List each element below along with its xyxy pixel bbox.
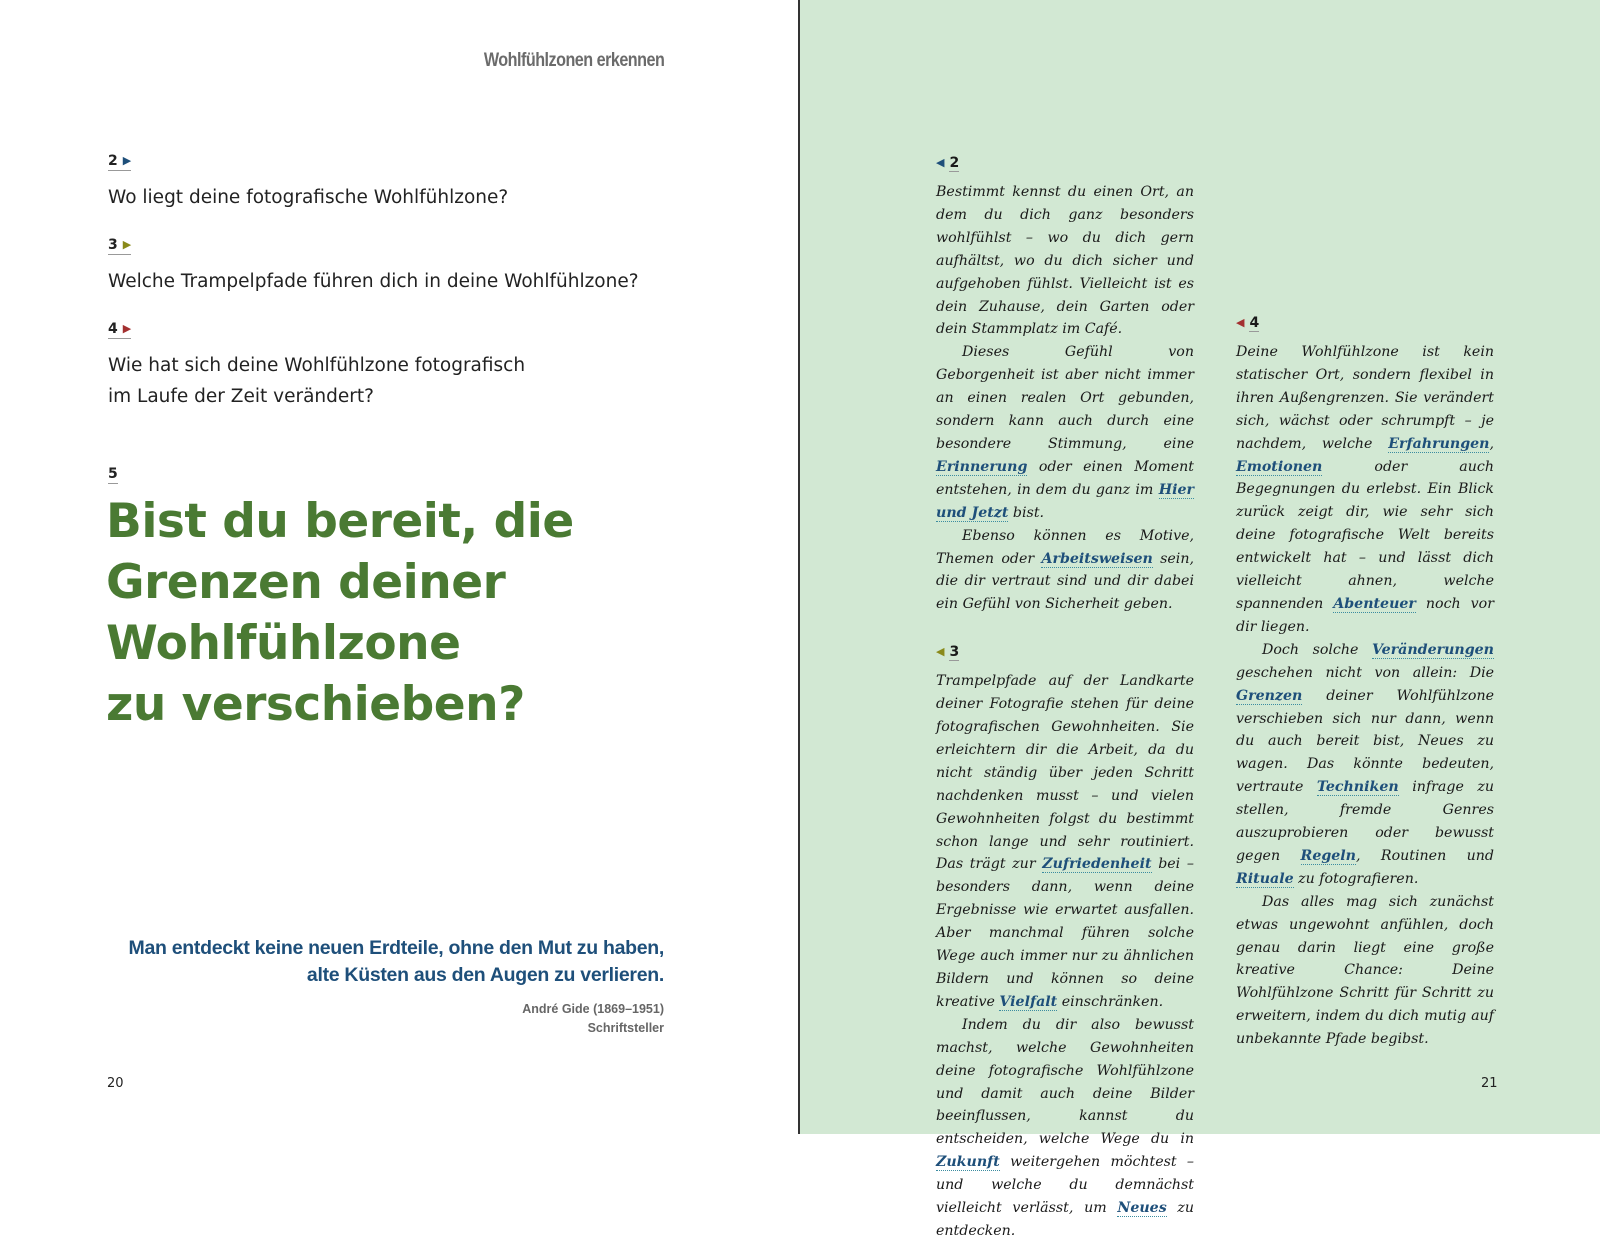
left-page: [0, 0, 798, 1134]
question-number-4: 4 ▶: [108, 321, 132, 337]
keyword-link[interactable]: Emotionen: [1236, 458, 1323, 475]
arrow-right-icon: ▶: [122, 322, 132, 335]
arrow-left-icon: ◀: [936, 645, 945, 659]
arrow-left-icon: ◀: [936, 156, 945, 169]
section-3-heading: ◀ 3: [936, 644, 960, 661]
quote-role: Schriftsteller: [587, 1021, 664, 1035]
keyword-link[interactable]: Grenzen: [1236, 687, 1303, 704]
section-2-heading: ◀ 2: [936, 155, 960, 171]
page-number-right: 21: [1481, 1076, 1498, 1091]
keyword-link[interactable]: Neues: [1117, 1200, 1167, 1217]
keyword-link[interactable]: Zukunft: [936, 1154, 1000, 1171]
quote: Man entdeckt keine neuen Erdteile, ohne den Mut zu haben, alte Küsten aus den Augen zu verlieren. André Gide (1869–1951) Schriftsteller: [104, 935, 664, 1038]
keyword-link[interactable]: Erinnerung: [936, 458, 1028, 475]
keyword-link[interactable]: Rituale: [1236, 870, 1294, 887]
question-number-2: 2 ▶: [108, 153, 132, 169]
arrow-left-icon: ◀: [1236, 316, 1245, 329]
question-2-text: Wo liegt deine fotografische Wohlfühlzone?: [108, 187, 509, 208]
running-head: Wohlfühlzonen erkennen: [483, 50, 664, 71]
right-page: [800, 0, 1600, 1239]
column-2: ◀ 4 Deine Wohlfühlzone ist kein statischer Ort, sondern flexibel in ihren Außengrenzen. Sie verändert sich, wächst oder schrumpft – je nachdem, welche Erfahrungen, Emotionen oder auch Begegnungen du erlebst. Ein Blick zurück zeigt dir, wie sehr sich deine fotografische Welt bereits entwickelt hat – und lässt dich vielleicht ahnen, welche spannenden Abenteuer noch vor dir liegen. Doch solche Veränderungen geschehen nicht von allein: Die Grenzen deiner Wohlfühlzone verschieben sich nur dann, wenn du auch bereit bist, Neues zu wagen. Das könnte bedeuten, vertraute Techniken infrage zu stellen, fremde Genres auszuprobieren oder bewusst gegen Regeln, Routinen und Rituale zu fotografieren. Das alles mag sich zunächst etwas ungewohnt anfühlen, doch genau darin liegt eine große kreative Chance: Deine Wohlfühlzone Schritt für Schritt zu erweitern, indem du dich mutig auf unbekannte Pfade begibst.: [1236, 312, 1494, 1051]
keyword-link[interactable]: Regeln: [1300, 847, 1356, 864]
keyword-link[interactable]: Arbeitsweisen: [1041, 550, 1153, 567]
arrow-right-icon: ▶: [122, 154, 132, 167]
question-4-text: Wie hat sich deine Wohlfühlzone fotografisch im Laufe der Zeit verändert?: [108, 355, 526, 407]
arrow-right-icon: ▶: [122, 238, 132, 251]
page-number-left: 20: [107, 1076, 124, 1091]
keyword-link[interactable]: Hier und Jetzt: [936, 481, 1194, 521]
quote-author: André Gide (1869–1951): [522, 1002, 664, 1016]
keyword-link[interactable]: Erfahrungen: [1388, 435, 1490, 452]
headline: Bist du bereit, die Grenzen deiner Wohlfühlzone zu verschieben?: [106, 494, 574, 732]
keyword-link[interactable]: Veränderungen: [1371, 641, 1494, 658]
keyword-link[interactable]: Abenteuer: [1333, 595, 1416, 612]
keyword-link[interactable]: Techniken: [1316, 779, 1399, 796]
column-1: ◀ 2 Bestimmt kennst du einen Ort, an dem du dich ganz besonders wohlfühlst – wo du dich gern aufhältst, wo du dich sicher und aufgehoben fühlst. Vielleicht ist es dein Zuhause, dein Garten oder dein Stammplatz im Café. Dieses Gefühl von Geborgenheit ist aber nicht immer an einen realen Ort gebunden, sondern kann auch durch eine besondere Stimmung, eine Erinnerung oder einen Moment entstehen, in dem du ganz im Hier und Jetzt bist. Ebenso können es Motive, Themen oder Arbeitsweisen sein, die dir vertraut sind und dir dabei ein Gefühl von Sicherheit geben. ◀ 3 Trampelpfade auf der Landkarte deiner Fotografie stehen für deine fotografischen Gewohnheiten. Sie erleichtern dir die Arbeit, da du nicht ständig über jeden Schritt nachdenken musst – und vielen Gewohnheiten folgst du bestimmt schon lange und sehr routiniert. Das trägt zur Zufriedenheit bei – besonders dann, wenn deine Ergebnisse wie erwartet ausfallen. Aber manchmal führen solche Wege auch immer nur zu ähnlichen Bildern und können so deine kreative Vielfalt einschränken. Indem du dir also bewusst machst, welche Gewohnheiten deine fotografische Wohlfühlzone und damit auch deine Bilder beeinflussen, kannst du entscheiden, welche Wege du in Zukunft weitergehen möchtest – und welche du demnächst vielleicht verlässt, um Neues zu entdecken.: [936, 152, 1194, 1243]
keyword-link[interactable]: Vielfalt: [999, 993, 1058, 1010]
question-3-text: Welche Trampelpfade führen dich in deine Wohlfühlzone?: [108, 271, 639, 292]
keyword-link[interactable]: Zufriedenheit: [1042, 856, 1152, 873]
question-number-3: 3 ▶: [108, 237, 132, 253]
section-4-heading: ◀ 4: [1236, 315, 1260, 331]
headline-number: 5: [108, 466, 118, 482]
